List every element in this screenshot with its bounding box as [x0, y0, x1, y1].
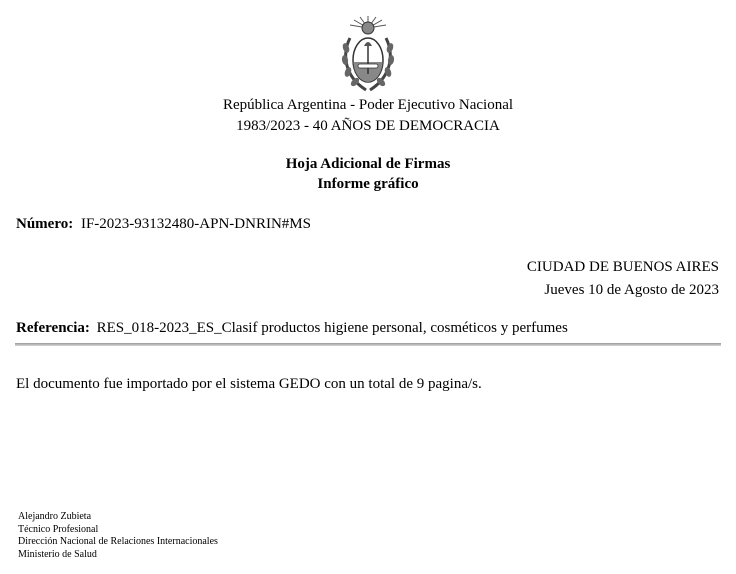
date: Jueves 10 de Agosto de 2023: [544, 282, 719, 298]
city: CIUDAD DE BUENOS AIRES: [526, 259, 719, 275]
referencia-value: RES_018-2023_ES_Clasif productos higiene personal, cosméticos y perfumes: [96, 320, 568, 336]
numero-row: [16, 215, 311, 233]
document-title: Hoja Adicional de Firmas: [285, 156, 451, 172]
signature-block: [18, 511, 218, 561]
referencia-label: Referencia:: [16, 320, 90, 336]
divider: [15, 343, 721, 346]
numero-value: IF-2023-93132480-APN-DNRIN#MS: [80, 216, 311, 232]
signer-ministry: Ministerio de Salud: [18, 548, 97, 560]
numero-label: Número:: [16, 216, 74, 232]
referencia-row: [16, 319, 568, 337]
coat-of-arms-emblem: [338, 14, 398, 94]
header-line-1: República Argentina - Poder Ejecutivo Nacional: [222, 97, 514, 113]
signer-office: Dirección Nacional de Relaciones Internacionales: [18, 536, 218, 547]
header-line-2: 1983/2023 - 40 AÑOS DE DEMOCRACIA: [236, 118, 500, 134]
document-subtitle: Informe gráfico: [317, 176, 419, 192]
body-text: El documento fue importado por el sistema GEDO con un total de 9 pagina/s.: [16, 376, 482, 392]
signer-name: Alejandro Zubieta: [18, 511, 92, 522]
signer-role: Técnico Profesional: [18, 523, 99, 535]
